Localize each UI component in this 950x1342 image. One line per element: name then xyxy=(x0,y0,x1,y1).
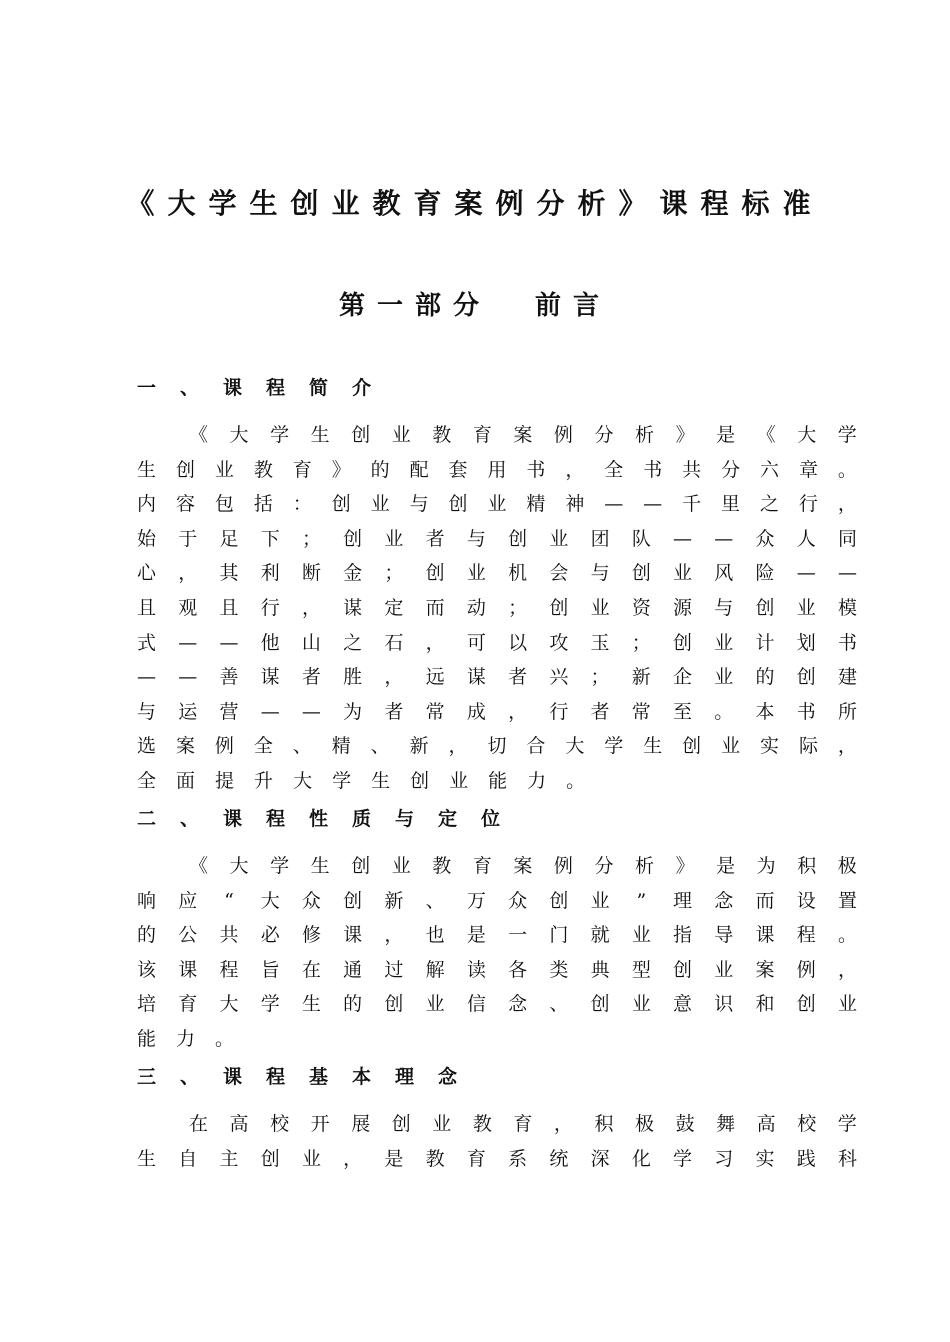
paragraph-line: 选 案 例 全 、 精 、 新 ， 切 合 大 学 生 创 业 实 际 ， xyxy=(137,735,857,758)
paragraph-line: 心 ， 其 利 断 金 ； 创 业 机 会 与 创 业 风 险 — — xyxy=(137,562,857,585)
part-label: 第一部分 xyxy=(338,291,491,321)
paragraph-line: 且 观 且 行 ， 谋 定 而 动 ； 创 业 资 源 与 创 业 模 xyxy=(137,596,857,619)
section-paragraph-intro xyxy=(137,418,857,799)
paragraph-line: 响 应 “ 大 众 创 新 、 万 众 创 业 ” 理 念 而 设 置 xyxy=(137,889,857,912)
paragraph-line: 全 面 提 升 大 学 生 创 业 能 力 。 xyxy=(137,769,586,792)
paragraph-line: — — 善 谋 者 胜 ， 远 谋 者 兴 ； 新 企 业 的 创 建 xyxy=(137,666,857,689)
paragraph-line: 《 大 学 生 创 业 教 育 案 例 分 析 》 是 《 大 学 xyxy=(189,424,857,446)
paragraph-line: 与 运 营 — — 为 者 常 成 ， 行 者 常 至 。 本 书 所 xyxy=(137,700,857,723)
section-heading-intro: 一、课程简介 xyxy=(137,377,396,399)
paragraph-line: 在 高 校 开 展 创 业 教 育 ， 积 极 鼓 舞 高 校 学 xyxy=(189,1113,857,1135)
paragraph-line: 的 公 共 必 修 课 ， 也 是 一 门 就 业 指 导 课 程 。 xyxy=(137,924,857,947)
section-paragraph-philosophy xyxy=(137,1107,857,1176)
document-title: 《大学生创业教育案例分析》课程标准 xyxy=(126,187,824,220)
paragraph-line: 该 课 程 旨 在 通 过 解 读 各 类 典 型 创 业 案 例 ， xyxy=(137,958,857,981)
paragraph-line: 始 于 足 下 ； 创 业 者 与 创 业 团 队 — — 众 人 同 xyxy=(137,527,857,550)
paragraph-line: 式 — — 他 山 之 石 ， 可 以 攻 玉 ； 创 业 计 划 书 xyxy=(137,631,857,654)
paragraph-line: 培 育 大 学 生 的 创 业 信 念 、 创 业 意 识 和 创 业 xyxy=(137,993,857,1016)
part-title xyxy=(0,287,950,325)
section-heading-philosophy: 三、课程基本理念 xyxy=(137,1066,482,1088)
paragraph-line: 《 大 学 生 创 业 教 育 案 例 分 析 》 是 为 积 极 xyxy=(189,855,857,877)
paragraph-line: 生 创 业 教 育 》 的 配 套 用 书 ， 全 书 共 分 六 章 。 xyxy=(137,458,857,481)
section-paragraph-nature xyxy=(137,849,857,1057)
part-name: 前言 xyxy=(535,291,612,321)
paragraph-line: 生 自 主 创 业 ， 是 教 育 系 统 深 化 学 习 实 践 科 xyxy=(137,1147,857,1170)
paragraph-line: 能 力 。 xyxy=(137,1027,235,1050)
section-heading-nature: 二、课程性质与定位 xyxy=(137,808,525,830)
paragraph-line: 内 容 包 括 ： 创 业 与 创 业 精 神 — — 千 里 之 行 ， xyxy=(137,493,857,516)
